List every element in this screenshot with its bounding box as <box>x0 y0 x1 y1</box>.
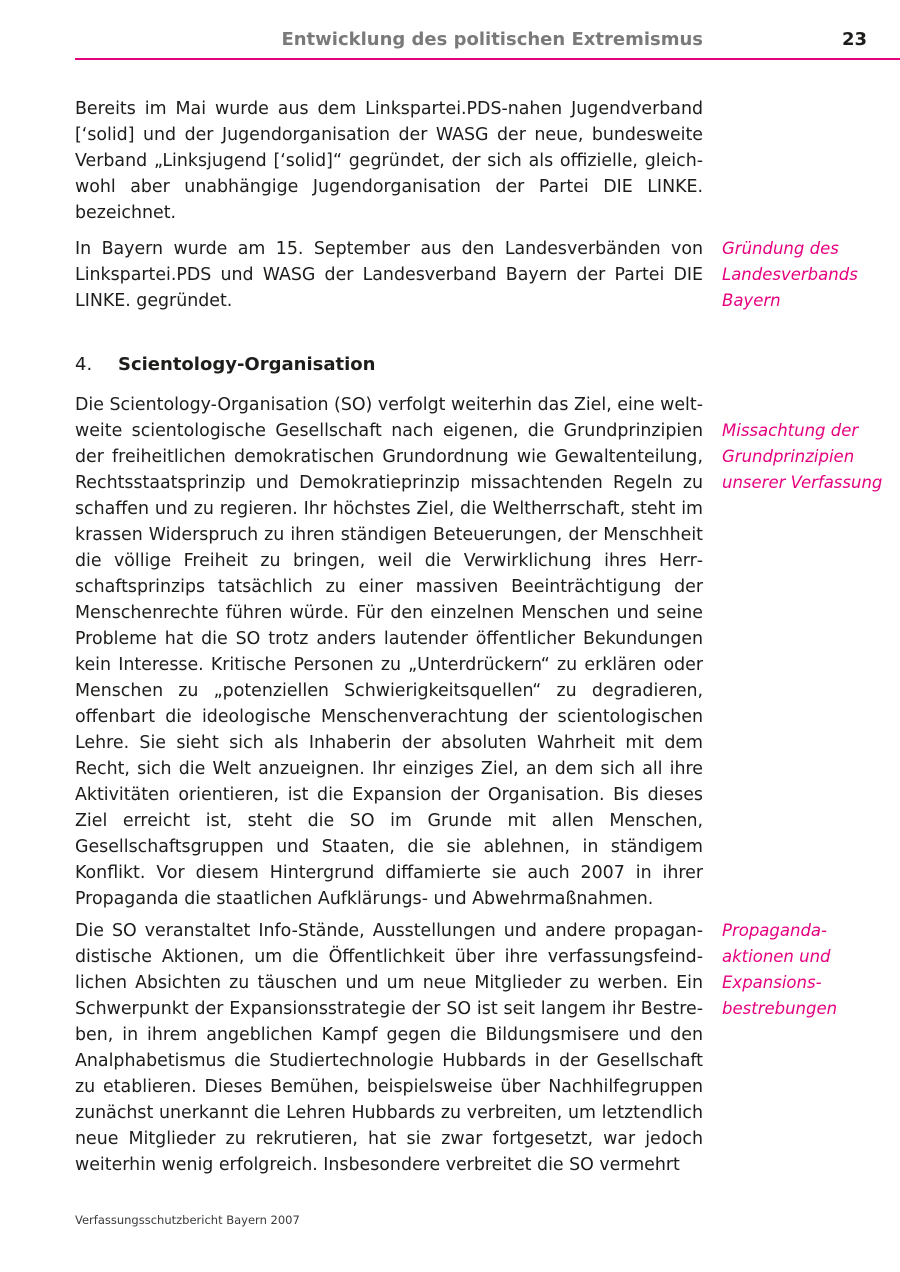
section-heading <box>75 352 375 378</box>
paragraph-propaganda: Die SO veranstaltet Info-Stände, Ausstellungen und andere propagandistische Aktionen, um die Öffentlichkeit über ihre verfassungsfeindlichen Absichten zu täuschen und um neue Mitglieder zu werben. Ein Schwerpunkt der Expansionsstrategie der SO ist seit langem ihr Bestreben, in ihrem angeblichen Kampf gegen die Bildungsmisere und den Analphabetismus die Studiertechnologie Hubbards in der Gesellschaft zu etablieren. Dieses Bemühen, beispielsweise über Nachhilfegruppen zunächst unerkannt die Lehren Hubbards zu verbreiten, um letztendlich neue Mitglieder zu rekrutieren, hat sie zwar fortgesetzt, war jedoch weiterhin wenig erfolgreich. Insbesondere verbreitet die SO vermehrt <box>75 921 703 1175</box>
margin-note-missachtung: Missachtung der Grundprinzipien unserer Verfassung <box>722 421 883 492</box>
paragraph-landesverband-bayern: In Bayern wurde am 15. September aus den Landesverbänden von Linkspartei.PDS und WASG der Landesverband Bayern der Partei DIE LINKE. gegründet. <box>75 239 703 311</box>
page-number: 23 <box>841 29 867 50</box>
section-number: 4. <box>75 354 93 375</box>
running-title: Entwicklung des politischen Extremismus <box>281 29 703 50</box>
page-footer: Verfassungsschutzbericht Bayern 2007 <box>75 1213 300 1227</box>
section-title: Scientology-Organisation <box>118 354 376 375</box>
paragraph-scientology-ziel: Die Scientology-Organisation (SO) verfolgt weiterhin das Ziel, eine weltweite scientologische Gesellschaft nach eigenen, die Grundprinzipien der freiheitlichen demokratischen Grundordnung wie Gewaltenteilung, Rechtsstaatsprinzip und Demokratieprinzip missachtenden Regeln zu schaffen und zu regieren. Ihr höchstes Ziel, die Weltherrschaft, steht im krassen Widerspruch zu ihren ständigen Beteuerungen, der Menschheit die völlige Freiheit zu bringen, weil die Verwirklichung ihres Herrschaftsprinzips tatsächlich zu einer massiven Beeinträchtigung der Menschenrechte führen würde. Für den einzelnen Menschen und seine Probleme hat die SO trotz anders lautender öffentlicher Bekundungen kein Interesse. Kritische Personen zu „Unterdrückern“ zu erklären oder Menschen zu „potenziellen Schwierigkeitsquellen“ zu degradieren, offenbart die ideologische Menschenverachtung der scientologischen Lehre. Sie sieht sich als Inhaberin der absoluten Wahrheit mit dem Recht, sich die Welt anzueignen. Ihr einziges Ziel, an dem sich all ihre Aktivitäten orientieren, ist die Expansion der Organisation. Bis dieses Ziel erreicht ist, steht die SO im Grunde mit allen Menschen, Gesellschaftsgruppen und Staaten, die sie ablehnen, in ständigem Konflikt. Vor diesem Hintergrund diffamierte sie auch 2007 in ihrer Propaganda die staatlichen Aufklärungs- und Abwehrmaßnahmen. <box>75 395 703 909</box>
paragraph-linksjugend: Bereits im Mai wurde aus dem Linkspartei.PDS-nahen Jugendverband [‘solid] und der Jugendorganisation der WASG der neue, bundesweite Verband „Linksjugend [‘solid]“ gegründet, der sich als offizielle, gleichwohl aber unabhängige Jugendorganisation der Partei DIE LINKE. bezeichnet. <box>75 99 703 223</box>
page-header <box>75 26 900 60</box>
margin-note-gruendung: Gründung des Landesverbands Bayern <box>722 239 858 310</box>
margin-note-propaganda: Propagandaaktionen und Expansionsbestrebungen <box>722 921 838 1018</box>
